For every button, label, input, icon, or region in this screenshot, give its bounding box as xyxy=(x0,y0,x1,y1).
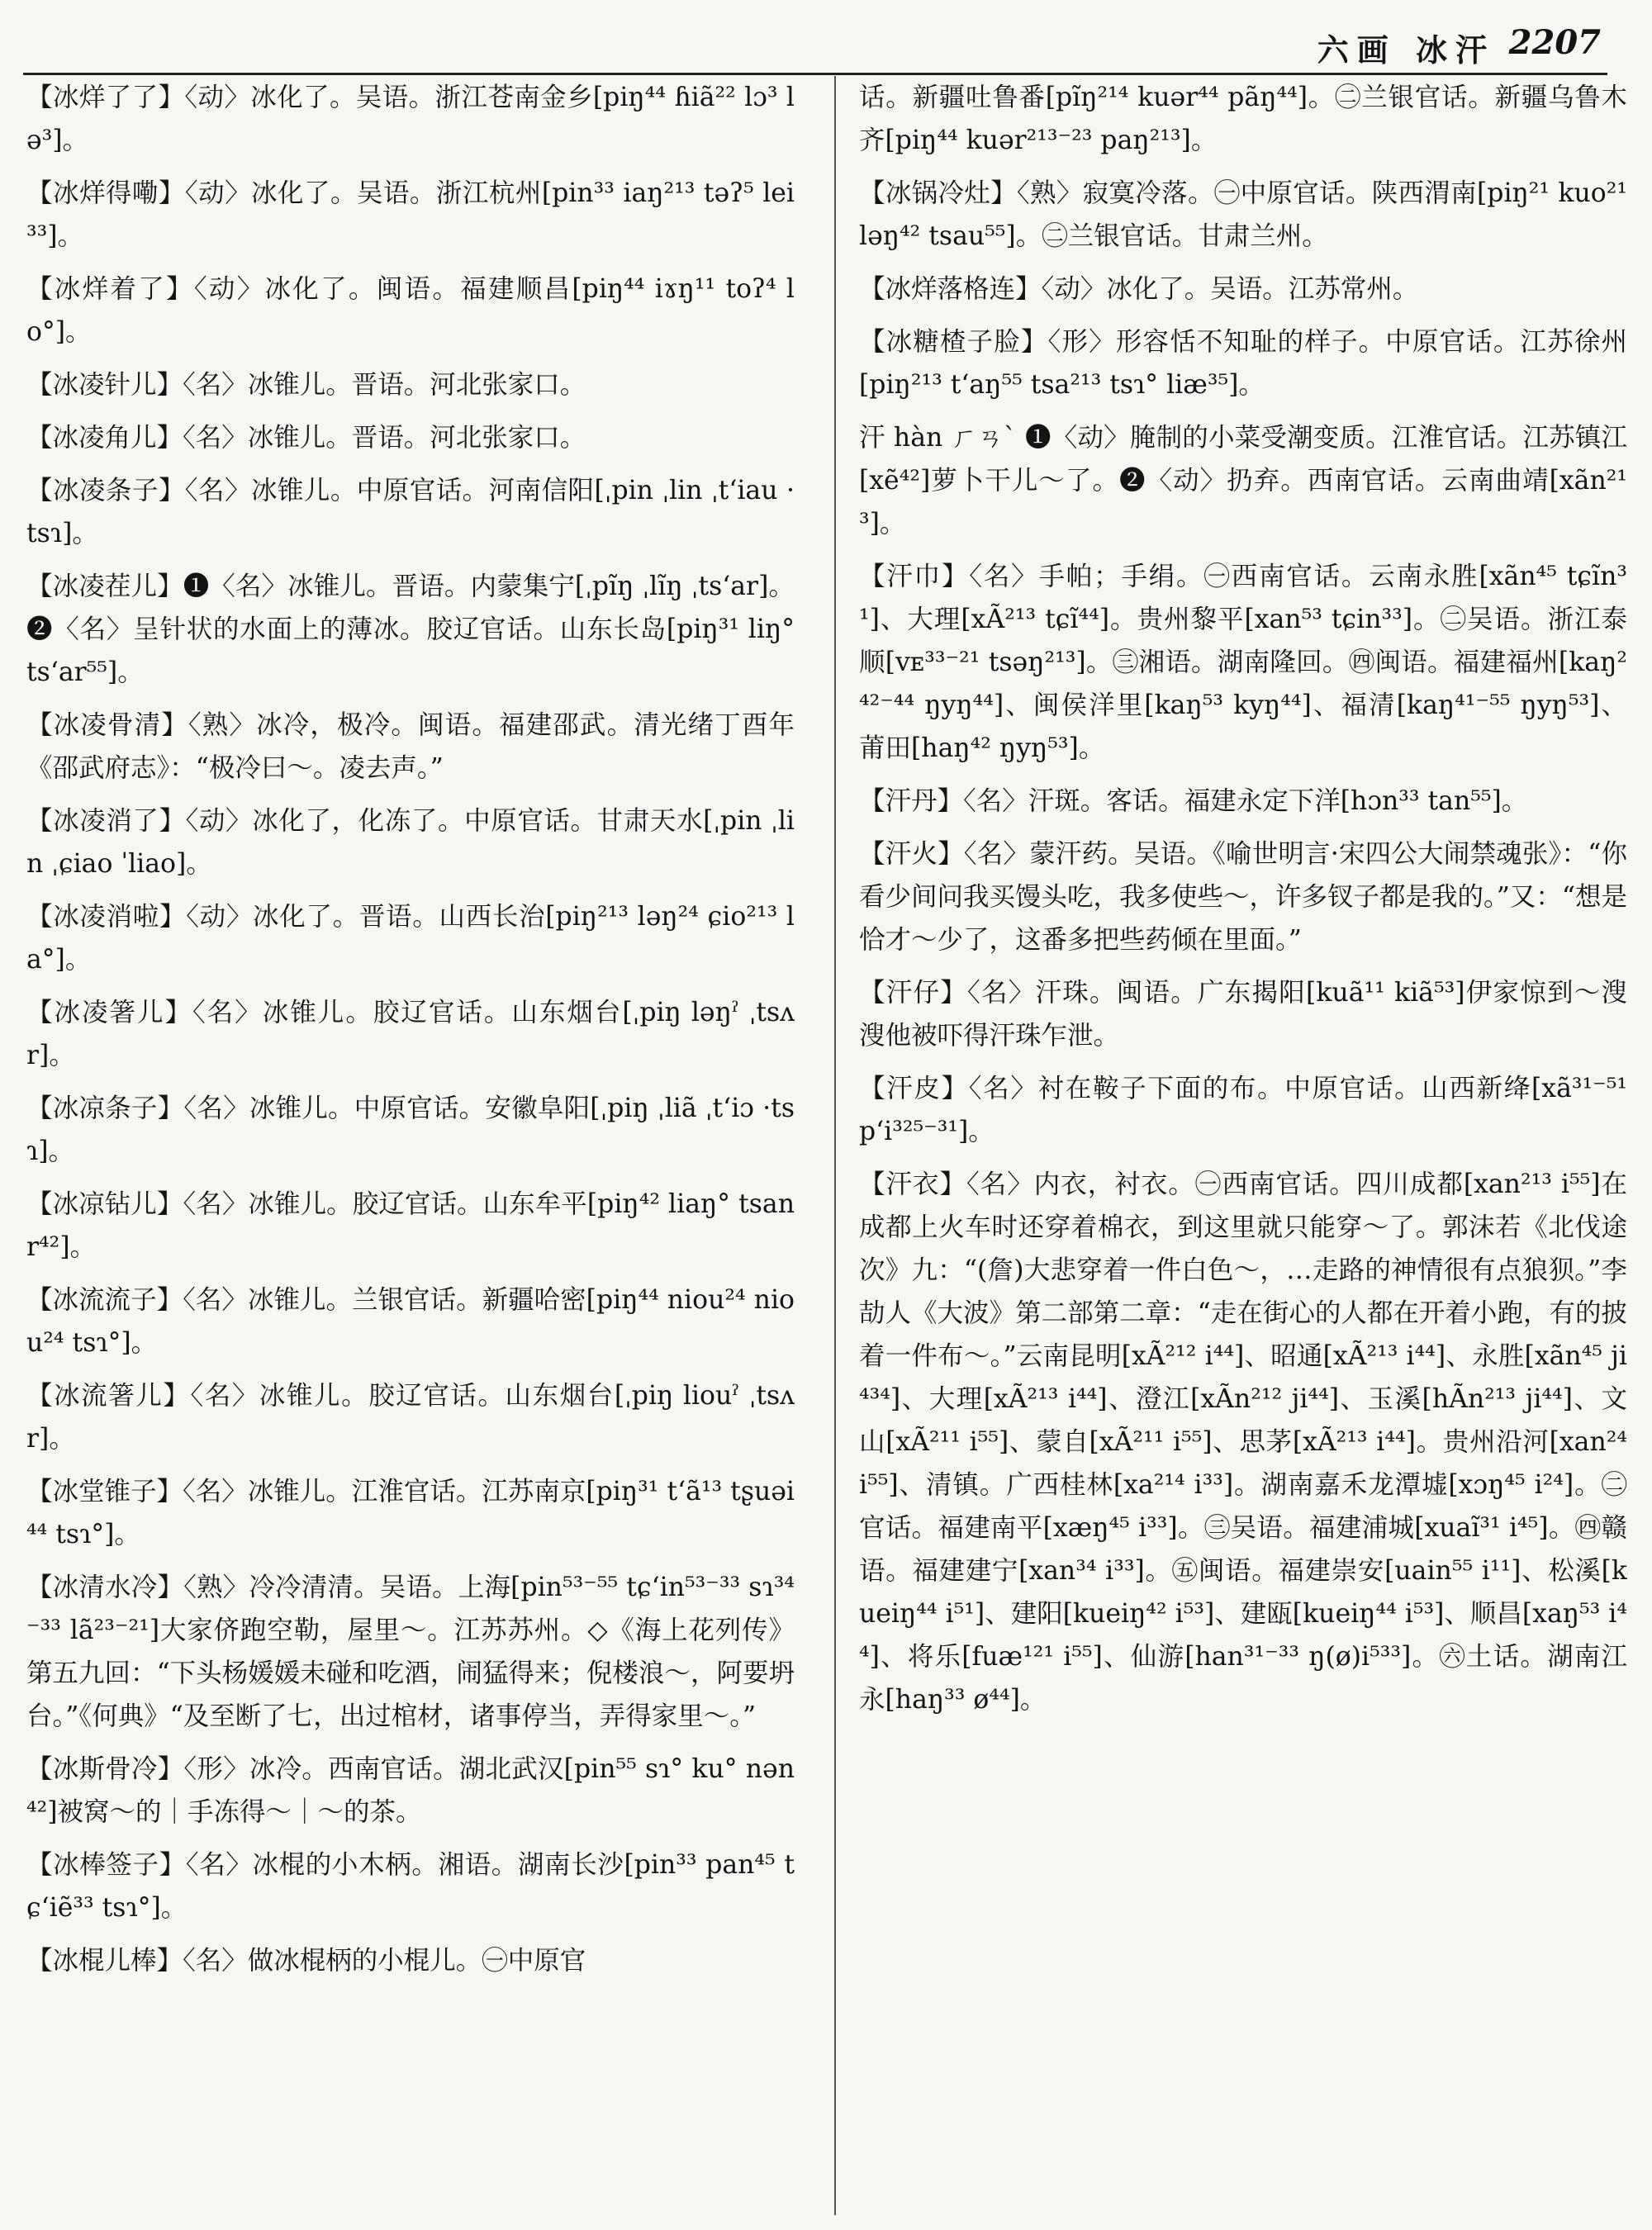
dictionary-entry: 【冰烊得嘞】〈动〉冰化了。吴语。浙江杭州[pin³³ iaŋ²¹³ təʔ⁵ lei³³]。 xyxy=(26,178,795,251)
dictionary-entry: 【冰凌箸儿】〈名〉冰锥儿。胶辽官话。山东烟台[ˌpiŋ ləŋˀ ˌtsʌr]。 xyxy=(26,998,795,1070)
dictionary-entry: 【冰烊着了】〈动〉冰化了。闽语。福建顺昌[piŋ⁴⁴ iɤŋ¹¹ toʔ⁴ lo°]。 xyxy=(26,274,795,347)
headword-entry: 汗 hàn ㄏㄢˋ ❶〈动〉腌制的小菜受潮变质。江淮官话。江苏镇江[xẽ⁴²]萝卜干儿～了。❷〈动〉扔弃。西南官话。云南曲靖[xãn²¹³]。 xyxy=(859,423,1627,539)
dictionary-entry: 【冰烊了了】〈动〉冰化了。吴语。浙江苍南金乡[piŋ⁴⁴ ɦiã²² lɔ³ lə³]。 xyxy=(26,83,795,155)
dictionary-entry: 【汗皮】〈名〉衬在鞍子下面的布。中原官话。山西新绛[xã³¹⁻⁵¹ p‘i³²⁵⁻³¹]。 xyxy=(859,1074,1627,1146)
page-header xyxy=(0,18,1652,68)
dictionary-entry-continued: 话。新疆吐鲁番[pĩŋ²¹⁴ kuər⁴⁴ pãŋ⁴⁴]。㊁兰银官话。新疆乌鲁木齐[piŋ⁴⁴ kuər²¹³⁻²³ paŋ²¹³]。 xyxy=(859,83,1627,155)
dictionary-entry: 【冰凉条子】〈名〉冰锥儿。中原官话。安徽阜阳[ˌpiŋ ˌliã ˌt‘iɔ ·tsɿ]。 xyxy=(26,1094,795,1166)
dictionary-entry: 【冰凌骨清】〈熟〉冰冷，极冷。闽语。福建邵武。清光绪丁酉年《邵武府志》：“极冷曰～。凌去声。” xyxy=(26,710,795,783)
dictionary-entry: 【冰棒签子】〈名〉冰棍的小木柄。湘语。湖南长沙[pin³³ pan⁴⁵ tɕ‘iẽ³³ tsɿ°]。 xyxy=(26,1850,795,1923)
dictionary-entry: 【冰锅冷灶】〈熟〉寂寞冷落。㊀中原官话。陕西渭南[piŋ²¹ kuo²¹ ləŋ⁴² tsau⁵⁵]。㊁兰银官话。甘肃兰州。 xyxy=(859,178,1627,251)
dictionary-entry: 【冰斯骨冷】〈形〉冰冷。西南官话。湖北武汉[pin⁵⁵ sɿ° ku° nən⁴²]被窝～的｜手冻得～｜～的茶。 xyxy=(26,1754,795,1827)
dictionary-entry: 【冰凌茬儿】❶〈名〉冰锥儿。晋语。内蒙集宁[ˌpĩŋ ˌlĩŋ ˌts‘ar]。❷〈名〉呈针状的水面上的薄冰。胶辽官话。山东长岛[piŋ³¹ liŋ° ts‘ar⁵⁵]。 xyxy=(26,572,795,687)
dictionary-entry: 【冰凌消了】〈动〉冰化了，化冻了。中原官话。甘肃天水[ˌpin ˌlin ˌɕiao ˈliao]。 xyxy=(26,806,795,879)
dictionary-entry: 【冰凌条子】〈名〉冰锥儿。中原官话。河南信阳[ˌpin ˌlin ˌt‘iau ·tsɿ]。 xyxy=(26,476,795,548)
running-head-section: 六画 冰汗 xyxy=(1317,32,1495,69)
dictionary-entry: 【冰凉钻儿】〈名〉冰锥儿。胶辽官话。山东牟平[piŋ⁴² liaŋ° tsanr⁴²]。 xyxy=(26,1189,795,1262)
left-column xyxy=(26,76,795,2215)
dictionary-entry: 【冰流流子】〈名〉冰锥儿。兰银官话。新疆哈密[piŋ⁴⁴ niou²⁴ niou²⁴ tsɿ°]。 xyxy=(26,1285,795,1358)
page-number: 2207 xyxy=(1508,23,1601,62)
dictionary-entry: 【冰棍儿棒】〈名〉做冰棍柄的小棍儿。㊀中原官 xyxy=(26,1946,586,1976)
dictionary-entry: 【汗火】〈名〉蒙汗药。吴语。《喻世明言·宋四公大闹禁魂张》：“你看少间问我买馒头吃，我多使些～，许多钗子都是我的。”又：“想是恰才～少了，这番多把些药倾在里面。” xyxy=(859,839,1627,955)
dictionary-entry: 【汗仔】〈名〉汗珠。闽语。广东揭阳[kuã¹¹ kiã⁵³]伊家惊到～溲溲他被吓得汗珠乍泄。 xyxy=(859,978,1627,1051)
dictionary-entry: 【冰流箸儿】〈名〉冰锥儿。胶辽官话。山东烟台[ˌpiŋ liouˀ ˌtsʌr]。 xyxy=(26,1381,795,1454)
dictionary-entry: 【汗衣】〈名〉内衣，衬衣。㊀西南官话。四川成都[xan²¹³ i⁵⁵]在成都上火车时还穿着棉衣，到这里就只能穿～了。郭沫若《北伐途次》九：“(詹)大悲穿着一件白色～，…走路的神情很有点狼狈。”李劼人《大波》第二部第二章：“走在街心的人都在开着小跑，有的披着一件布～。”云南昆明[xÃ²¹² i⁴⁴]、昭通[xÃ²¹³ i⁴⁴]、永胜[xãn⁴⁵ ji⁴³⁴]、大理[xÃ²¹³ i⁴⁴]、澄江[xÃn²¹² ji⁴⁴]、玉溪[hÃn²¹³ ji⁴⁴]、文山[xÃ²¹¹ i⁵⁵]、蒙自[xÃ²¹¹ i⁵⁵]、思茅[xÃ²¹³ i⁴⁴]。贵州沿河[xan²⁴ i⁵⁵]、清镇。广西桂林[xa²¹⁴ i³³]。湖南嘉禾龙潭墟[xɔŋ⁴⁵ i²⁴]。㊁官话。福建南平[xæŋ⁴⁵ i³³]。㊂吴语。福建浦城[xuaĩ³¹ i⁴⁵]。㊃赣语。福建建宁[xan³⁴ i³³]。㊄闽语。福建崇安[uain⁵⁵ i¹¹]、松溪[kueiŋ⁴⁴ i⁵¹]、建阳[kueiŋ⁴² i⁵³]、建瓯[kueiŋ⁴⁴ i⁵³]、顺昌[xaŋ⁵³ i⁴⁴]、将乐[fuæ¹²¹ i⁵⁵]、仙游[han³¹⁻³³ ŋ(ø)i⁵³³]。㊅土话。湖南江永[haŋ³³ ø⁴⁴]。 xyxy=(859,1170,1627,1715)
column-divider xyxy=(834,76,836,2215)
header-rule xyxy=(23,73,1607,75)
dictionary-entry: 【冰糖楂子脸】〈形〉形容恬不知耻的样子。中原官话。江苏徐州[piŋ²¹³ t‘aŋ⁵⁵ tsa²¹³ tsɿ° liæ³⁵]。 xyxy=(859,327,1627,400)
dictionary-entry: 【汗巾】〈名〉手帕；手绢。㊀西南官话。云南永胜[xãn⁴⁵ tɕĩn³¹]、大理[xÃ²¹³ tɕĩ⁴⁴]。贵州黎平[xan⁵³ tɕin³³]。㊁吴语。浙江泰顺[vᴇ³³⁻²¹ tsəŋ²¹³]。㊂湘语。湖南隆回。㊃闽语。福建福州[kaŋ²⁴²⁻⁴⁴ ŋyŋ⁴⁴]、闽侯洋里[kaŋ⁵³ kyŋ⁴⁴]、福清[kaŋ⁴¹⁻⁵⁵ ŋyŋ⁵³]、莆田[haŋ⁴² ŋyŋ⁵³]。 xyxy=(859,562,1627,763)
dictionary-entry: 【冰凌角儿】〈名〉冰锥儿。晋语。河北张家口。 xyxy=(26,423,586,453)
dictionary-entry: 【冰凌消啦】〈动〉冰化了。晋语。山西长治[piŋ²¹³ ləŋ²⁴ ɕio²¹³ la°]。 xyxy=(26,902,795,975)
dictionary-entry: 【冰堂锥子】〈名〉冰锥儿。江淮官话。江苏南京[piŋ³¹ t‘ã¹³ tʂuəi⁴⁴ tsɿ°]。 xyxy=(26,1477,795,1549)
dictionary-entry: 【冰凌针儿】〈名〉冰锥儿。晋语。河北张家口。 xyxy=(26,370,586,400)
dictionary-entry: 【冰烊落格连】〈动〉冰化了。吴语。江苏常州。 xyxy=(859,274,1419,304)
right-column xyxy=(859,76,1627,2215)
dictionary-entry: 【冰清水冷】〈熟〉冷冷清清。吴语。上海[pin⁵³⁻⁵⁵ tɕ‘in⁵³⁻³³ sɿ³⁴⁻³³ lã²³⁻²¹]大家侪跑空勒，屋里～。江苏苏州。◇《海上花列传》第五九回：“下头杨媛媛未碰和吃酒，闹猛得来；倪楼浪～，阿要坍台。”《何典》“及至断了七，出过棺材，诸事停当，弄得家里～。” xyxy=(26,1573,795,1731)
dictionary-entry: 【汗丹】〈名〉汗斑。客话。福建永定下洋[hɔn³³ tan⁵⁵]。 xyxy=(859,786,1528,816)
